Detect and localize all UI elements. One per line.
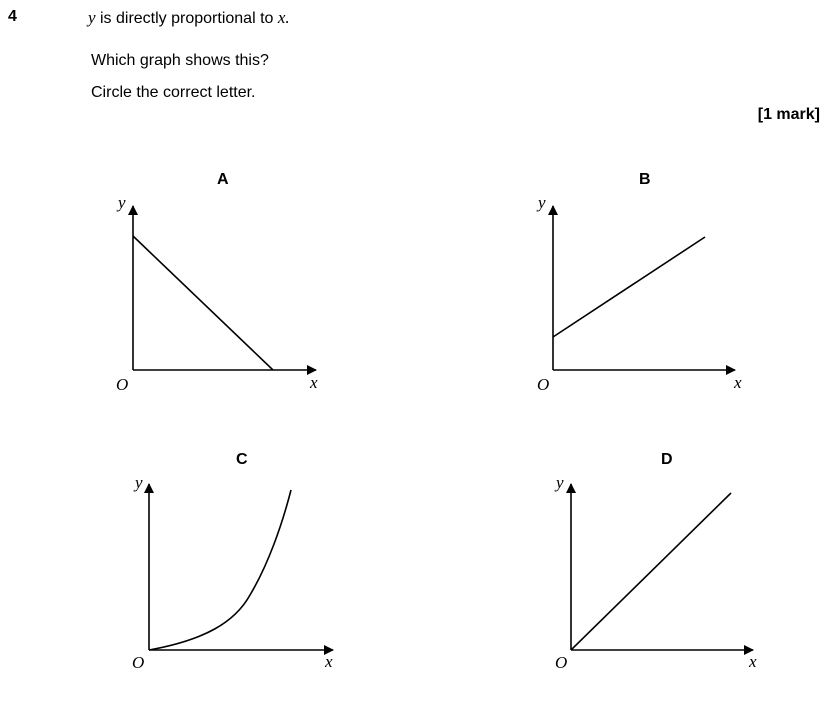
question-prompt: Which graph shows this? xyxy=(91,52,269,69)
graph-b-y-label: y xyxy=(538,193,546,212)
graph-c-curve xyxy=(149,490,291,650)
graph-a-letter[interactable]: A xyxy=(217,171,229,188)
stem-middle: is directly proportional to xyxy=(95,10,278,27)
graph-d-line xyxy=(571,493,731,650)
graph-d[interactable] xyxy=(554,451,757,672)
question-instruction: Circle the correct letter. xyxy=(91,84,256,101)
graph-c-x-label: x xyxy=(325,652,333,671)
graph-a-x-label: x xyxy=(310,373,318,392)
graph-b-x-label: x xyxy=(734,373,742,392)
graph-a-origin: O xyxy=(116,375,129,394)
graph-d-letter[interactable]: D xyxy=(661,451,673,468)
marks-label: [1 mark] xyxy=(757,106,820,123)
var-x: x xyxy=(277,8,286,27)
graph-c-origin: O xyxy=(132,653,145,672)
graph-d-y-label: y xyxy=(556,473,564,492)
graph-c[interactable] xyxy=(132,451,333,672)
graph-b-letter[interactable]: B xyxy=(639,171,651,188)
var-y: y xyxy=(88,8,96,27)
graph-c-letter[interactable]: C xyxy=(236,451,248,468)
graph-a[interactable] xyxy=(116,171,318,394)
graph-b-origin: O xyxy=(537,375,550,394)
graph-a-y-label: y xyxy=(118,193,126,212)
graph-a-line xyxy=(133,236,273,370)
graph-b[interactable] xyxy=(536,171,742,394)
graph-d-x-label: x xyxy=(749,652,757,671)
graph-d-origin: O xyxy=(555,653,568,672)
question-number: 4 xyxy=(8,8,17,25)
graph-c-y-label: y xyxy=(135,473,143,492)
graph-b-line xyxy=(553,237,705,337)
stem-end: . xyxy=(285,8,290,27)
